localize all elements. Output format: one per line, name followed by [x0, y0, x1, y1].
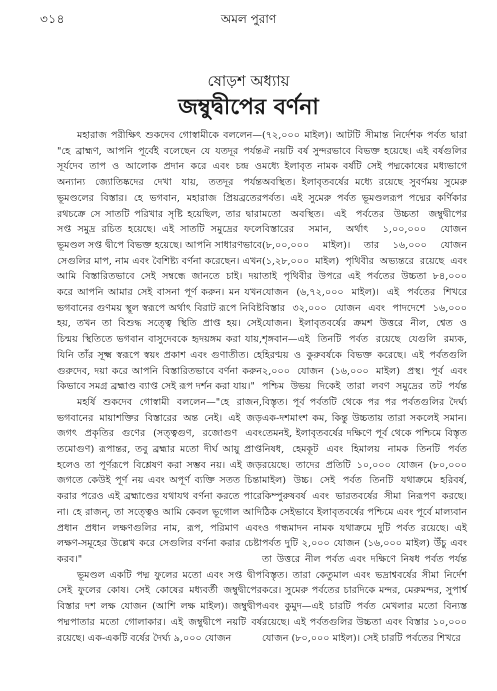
paragraph: মহারাজ পরীক্ষিৎ শুকদেব গোস্বামীকে বললেন— "হে ব্রাহ্মণ, আপনি পূর্বেই বলেছেন যে যতদূর পর্যন্ত সূর্যদেব তাপ ও আলোক প্রদান করে এবং চন্দ্র ও অন্যান্য জ্যোতিষ্কদের দেখা যায়, ততদূর পর্যন্ত ভূমণ্ডলের বিস্তার। হে ভগবান, মহারাজ প্রিয়ব্রতের রথচক্রে সে সাতটি পরিখার সৃষ্টি হয়েছিল, তার দ্বারা সপ্ত সমুদ্র রচিত হয়েছে। এই সাতটি সমুদ্রের ফলে ভূমণ্ডল সপ্ত দ্বীপে বিভক্ত হয়েছে। আপনি সাধারণভাবে সেগুলির মাপ, নাম এবং বৈশিষ্ট্য বর্ণনা করেছেন। এখন আমি বিস্তারিতভাবে সেই সম্বন্ধে জানতে চাই। দয়া করে আপনি আমার সেই বাসনা পূর্ণ করুন। মন যখন ভগবানের গুণময় স্থূল স্বরূপে অর্থাৎ বিরাট রূপে নিবিষ্ট হয়, তখন তা বিশুদ্ধ সত্ত্বে স্থিতি প্রাপ্ত হয়। সেই চিন্ময় স্থিতিতে ভগবান বাসুদেবকে হৃদয়ঙ্গম করা যায়, যিনি তাঁর সূক্ষ্ম স্বরূপে স্বয়ং প্রকাশ এবং গুণাতীত। হে গুরুদেব, দয়া করে আপনি বিস্তারিতভাবে বর্ণনা করুন কিভাবে সমগ্র ব্রহ্মাণ্ড ব্যাপ্ত সেই রূপ দর্শন করা যায়।" [57, 130, 262, 393]
paragraph: মহর্ষি শুকদেব গোস্বামী বললেন—"হে রাজন, ভগবানের মায়াশক্তির বিস্তারের অন্ত নেই। এই জড় জগৎ প্রকৃতির গুণের (সত্ত্বগুণ, রজোগুণ এবং তমোগুণ) রূপান্তর, তবু ব্রহ্মার মতো দীর্ঘ আয়ু প্রাপ্ত হলেও তা পূর্ণরূপে বিশ্লেষণ করা সম্ভব নয়। এই জড় জগতে কেউই পূর্ণ নয় এবং অপূর্ণ ব্যক্তি সতত চিন্তা করার পরেও এই ব্রহ্মাণ্ডের যথাযথ বর্ণনা করতে পারে না। হে রাজন্, তা সত্ত্বেও আমি কেবল ভূগোল আদি প্রধান প্রধান লক্ষণগুলির নাম, রূপ, পরিমাণ এবং লক্ষণ-সমূহের উল্লেখ করে সেগুলির বর্ণনা করার চেষ্টা করব।" [57, 396, 262, 565]
chapter-title: জম্বুদ্বীপের বর্ণনা [178, 94, 319, 120]
paragraph: (৭২,০০০ মাইল)। আটটি সীমান্ত নির্দেশক পর্বত দ্বারা ঐ নয়টি বর্ষ সুন্দরভাবে বিভক্ত হয়েছে। এই বর্ষগুলির মধ্যে ইলাবৃত নামক বর্ষটি সেই পদ্মকোষের মধ্যভাগে অবস্থিত। ইলাবৃতবর্ষের মধ্যে রয়েছে সুবর্ণময় সুমেরু পর্বত। এই সুমেরু পর্বত ভূমণ্ডলরূপ পদ্মের কর্ণিকার মতো অবস্থিত। এই পর্বতের উচ্চতা জম্বুদ্বীপের বিস্তারের সমান, অর্থাৎ ১,০০,০০০ যোজন (৮,০০,০০০ মাইল)। তার ১৬,০০০ যোজন (১,২৮,০০০ মাইল) পৃথিবীর অভ্যন্তরে রয়েছে এবং তাই পৃথিবীর উপরে এই পর্বতের উচ্চতা ৮৪,০০০ যোজন (৬,৭২,০০০ মাইল)। এই পর্বতের শিখরে বিস্তার ৩২,০০০ যোজন এবং পাদদেশে ১৬,০০০ যোজন। ইলাবৃতবর্ষের ক্রমশ উত্তরে নীল, শ্বেত ও শৃঙ্গবান—এই তিনটি পর্বত রয়েছে যেগুলি রম্যক, হিরণ্ময় ও কুরুবর্ষকে বিভক্ত করেছে। এই পর্বতগুলি ২,০০০ যোজন (১৬,০০০ মাইল) প্রস্থ। পূর্ব এবং পশ্চিম উভয় দিকেই তারা লবণ সমুদ্রের তট পর্যন্ত বিস্তৃত। পূর্ব পর্বতটি থেকে পর পর পর্বতগুলির দৈর্ঘ্য এক-দশমাংশ কম, কিন্তু উচ্চতায় তারা সকলেই সমান। তেমনই, ইলাবৃতবর্ষের দক্ষিণে পূর্ব থেকে পশ্চিমে বিস্তৃত নিষধ, হেমকূট এবং হিমালয় নামক তিনটি পর্বত রয়েছে। তাদের প্রতিটি ১০,০০০ যোজন (৮০,০০০ মাইল) উচ্চ। সেই পর্বত তিনটি যথাক্রমে হরিবর্ষ, কিম্পুরুষবর্ষ এবং ভারতবর্ষের সীমা নিরূপণ করছে। ঠিক সেইভাবে ইলাবৃতবর্ষের পশ্চিমে এবং পূর্বে মাল্যবান ও গন্ধমাদন নামক যথাক্রমে দুটি পর্বত রয়েছে। এই পর্বত দুটি ২,০০০ যোজন (১৬,০০০ মাইল) উঁচু এবং তা উত্তরে নীল পর্বত এবং দক্ষিণে নিষধ পর্বত পর্যন্ত বিস্তৃত। তারা কেতুমাল এবং ভদ্রাশ্ববর্ষের সীমা নির্দেশ করে। সুমেরু পর্বতের চারদিকে মন্দর, মেরুমন্দর, সুপার্শ্ব এবং কুমুদ—এই চারটি পর্বত মেখলার মতো বিন্যস্ত রয়েছে। এই পর্বতগুলির উচ্চতা এবং বিস্তার ১০,০০০ যোজন (৮০,০০০ মাইল)। সেই চারটি পর্বতের শিখরে [262, 130, 467, 644]
left-column [57, 128, 262, 646]
paragraph: ভূমণ্ডল একটি পদ্ম ফুলের মতো এবং সপ্ত দ্বীপ সেই ফুলের কোষ। সেই কোষের মধ্যবর্তী জম্বুদ্বীপের বিস্তার দশ লক্ষ যোজন (আশি লক্ষ মাইল)। জম্বুদ্বীপ পদ্মপাতার মতো গোলাকার। এই জম্বুদ্বীপে নয়টি বর্ষ রয়েছে। এক-একটি বর্ষের দৈর্ঘ্য ৯,০০০ যোজন [57, 569, 262, 644]
page-number: ৩১৪ [40, 12, 65, 26]
running-title: অমল পুরাণ [220, 12, 277, 26]
right-column [262, 128, 467, 646]
chapter-heading: ষোড়শ অধ্যায় [207, 72, 290, 90]
